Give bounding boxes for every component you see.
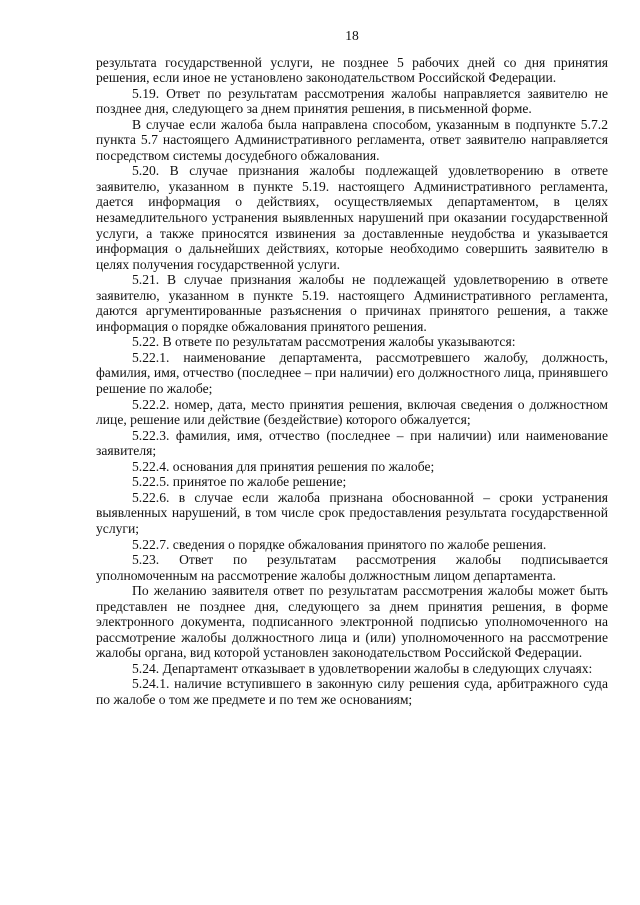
paragraph-5-22-2: 5.22.2. номер, дата, место принятия решения, включая сведения о должностном лице, решение или действие (бездействие) которого обжалуется;	[96, 396, 608, 428]
paragraph-5-19: 5.19. Ответ по результатам рассмотрения жалобы направляется заявителю не позднее дня, следующего за днем принятия решения, в письменной форме.	[96, 85, 608, 117]
paragraph-5-24-1: 5.24.1. наличие вступившего в законную силу решения суда, арбитражного суда по жалобе о том же предмете и по тем же основаниям;	[96, 676, 608, 707]
paragraph-continuation: результата государственной услуги, не позднее 5 рабочих дней со дня принятия решения, если иное не установлено законодательством Российской Федерации.	[96, 54, 608, 86]
paragraph-5-22-7: 5.22.7. сведения о порядке обжалования принятого по жалобе решения.	[132, 536, 547, 552]
document-page	[96, 28, 608, 708]
paragraph-5-22: 5.22. В ответе по результатам рассмотрения жалобы указываются:	[132, 334, 516, 350]
paragraph-5-22-4: 5.22.4. основания для принятия решения по жалобе;	[132, 458, 435, 474]
paragraph-5-24: 5.24. Департамент отказывает в удовлетворении жалобы в следующих случаях:	[132, 660, 593, 676]
paragraph-5-23: 5.23. Ответ по результатам рассмотрения жалобы подписывается уполномоченным на рассмотрение жалобы должностным лицом департамента.	[96, 552, 608, 583]
paragraph-5-22-1: 5.22.1. наименование департамента, рассмотревшего жалобу, должность, фамилия, имя, отчество (последнее – при наличии) его должностного лица, принявшего решение по жалобе;	[96, 349, 608, 397]
paragraph-5-22-5: 5.22.5. принятое по жалобе решение;	[132, 474, 347, 490]
paragraph-5-22-6: 5.22.6. в случае если жалоба признана обоснованной – сроки устранения выявленных нарушений, в том числе срок предоставления результата государственной услуги;	[96, 489, 608, 536]
paragraph-5-20: 5.20. В случае признания жалобы подлежащей удовлетворению в ответе заявителю, указанном в пункте 5.19. настоящего Административного регламента, дается информация о действиях, осуществляемых департаментом, в целях незамедлительного устранения выявленных нарушений при оказании государственной услуги, а также приносятся извинения за доставленные неудобства и указывается информация о дальнейших действиях, которые необходимо совершить заявителю в целях получения государственной услуги.	[96, 163, 608, 272]
page-number: 18	[345, 28, 359, 43]
paragraph-5-22-3: 5.22.3. фамилия, имя, отчество (последнее – при наличии) или наименование заявителя;	[96, 427, 608, 459]
paragraph-5-21: 5.21. В случае признания жалобы не подлежащей удовлетворению в ответе заявителю, указанном в пункте 5.19. настоящего Административного регламента, даются аргументированные разъяснения о причинах принятого решения, а также информация о порядке обжалования принятого решения.	[96, 272, 608, 334]
paragraph-5-19-note: В случае если жалоба была направлена способом, указанным в подпункте 5.7.2 пункта 5.7 настоящего Административного регламента, ответ заявителю направляется посредством системы досудебного обжалования.	[96, 116, 608, 163]
paragraph-5-23-electronic: По желанию заявителя ответ по результатам рассмотрения жалобы может быть представлен не позднее дня, следующего за днем принятия решения, в форме электронного документа, подписанного электронной подписью уполномоченного на рассмотрение жалобы должностного лица и (или) уполномоченного на рассмотрение жалобы органа, вид которой установлен законодательством Российской Федерации.	[96, 583, 608, 661]
